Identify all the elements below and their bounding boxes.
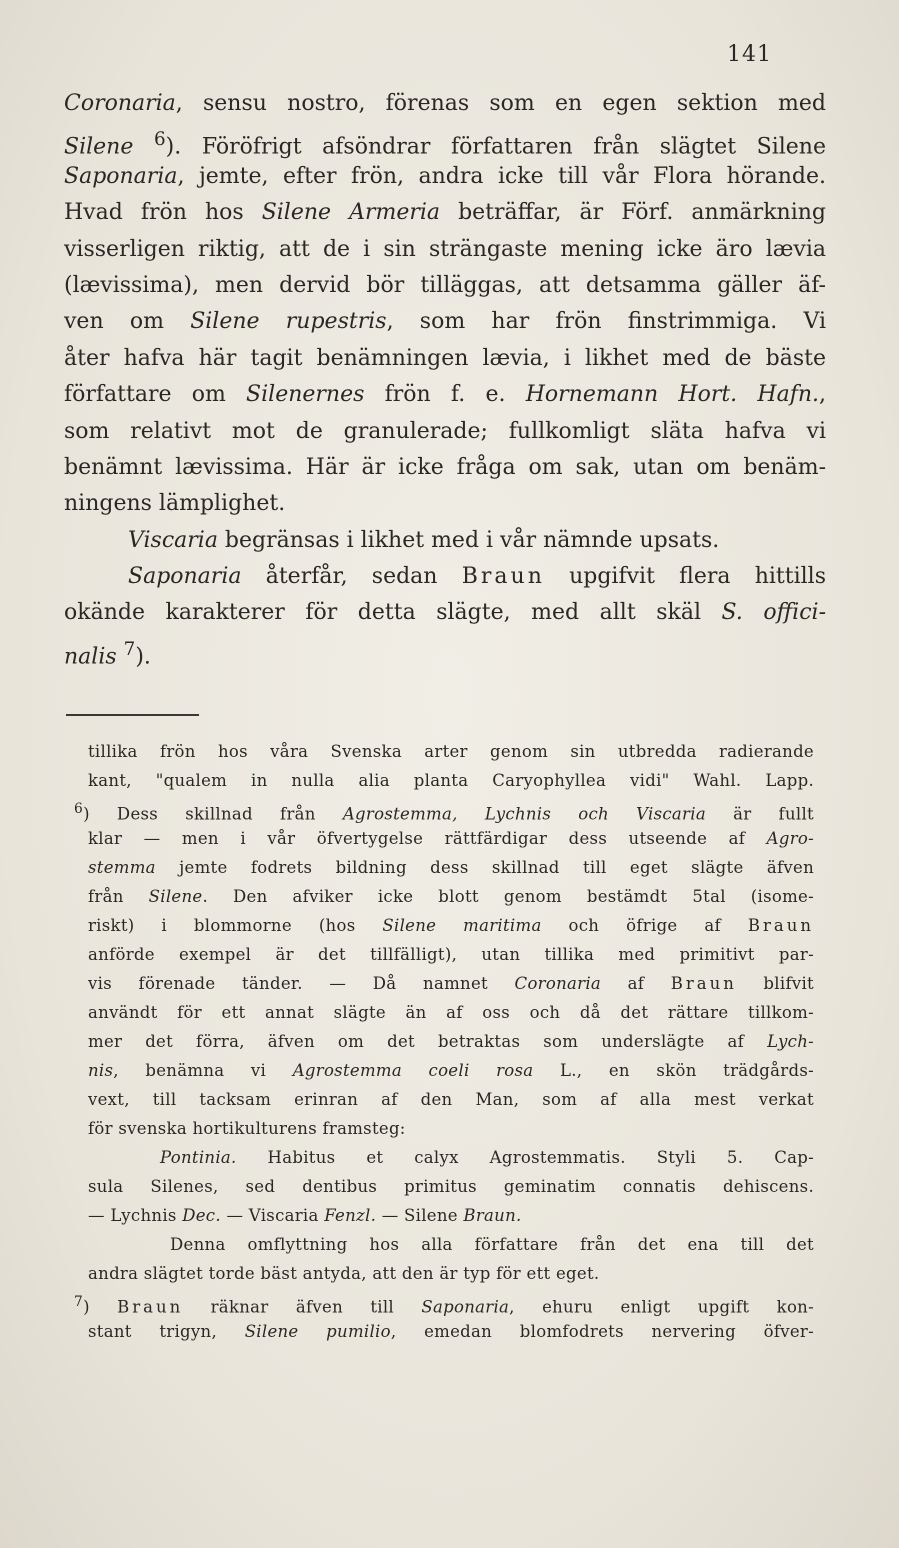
footnotes [74,737,814,1346]
footnote-line: Pontinia. Habitus et calyx Agrostemmatis. Styli 5. Cap- [160,1148,814,1167]
footnote-line: från Silene. Den afviker icke blott genom bestämdt 5tal (isome- [88,887,814,906]
main-line: Coronaria, sensu nostro, förenas som en egen sektion med [64,91,826,116]
main-line: nalis $^7$). [64,638,151,670]
footnote-line: andra slägtet torde bäst antyda, att den är typ för ett eget. [88,1264,600,1283]
footnote-line: $^6$) Dess skillnad från Agrostemma, Lychnis och Viscaria är fullt [74,801,814,824]
main-text [64,86,826,668]
main-line: Saponaria återfår, sedan Braun upgifvit flera hittills [128,564,826,590]
footnote-line: vext, till tacksam erinran af den Man, som af alla mest verkat [88,1090,814,1109]
footnote-separator [66,714,199,716]
footnote-line: stemma jemte fodrets bildning dess skillnad till eget slägte äfven [88,858,814,877]
main-line: Viscaria begränsas i likhet med i vår nämnde upsats. [128,527,720,553]
footnote-line: stant trigyn, Silene pumilio, emedan blomfodrets nervering öfver- [88,1322,814,1341]
main-line: ningens lämplighet. [64,491,286,517]
footnote-line: tillika frön hos våra Svenska arter genom sin utbredda radierande [88,742,814,761]
main-line: åter hafva här tagit benämningen lævia, i likhet med de bäste [64,345,826,371]
footnote-line: — Lychnis Dec. — Viscaria Fenzl. — Silene Braun. [88,1206,522,1225]
footnote-line: för svenska hortikulturens framsteg: [88,1119,406,1138]
main-line: Hvad frön hos Silene Armeria beträffar, är Förf. anmärkning [64,200,826,226]
footnote-line: $^7$) Braun räknar äfven till Saponaria, ehuru enligt upgift kon- [74,1294,814,1317]
footnote-line: användt för ett annat slägte än af oss och då det rättare tillkom- [88,1003,814,1022]
footnote-line: kant, "qualem in nulla alia planta Caryophyllea vidi" Wahl. Lapp. [88,771,814,790]
page-number: 141 [727,42,772,67]
footnote-line: Denna omflyttning hos alla författare från det ena till det [170,1235,814,1254]
footnote-line: klar — men i vår öfvertygelse rättfärdigar dess utseende af Agro- [88,829,814,848]
main-line: visserligen riktig, att de i sin strängaste mening icke äro lævia [64,236,826,262]
main-line: (lævissima), men dervid bör tilläggas, att detsamma gäller äf- [64,272,826,298]
main-line: som relativt mot de granulerade; fullkomligt släta hafva vi [64,418,826,444]
footnote-line: mer det förra, äfven om det betraktas som underslägte af Lych- [88,1032,814,1051]
main-line: Silene $^6$). Föröfrigt afsöndrar författaren från slägtet Silene [64,129,826,160]
footnote-line: anförde exempel är det tillfälligt), utan tillika med primitivt par- [88,945,814,964]
footnote-line: vis förenade tänder. — Då namnet Coronaria af Braun blifvit [88,974,814,993]
footnote-line: nis, benämna vi Agrostemma coeli rosa L., en skön trädgårds- [88,1061,814,1080]
main-line: ven om Silene rupestris, som har frön finstrimmiga. Vi [64,309,827,335]
footnote-line: riskt) i blommorne (hos Silene maritima och öfrige af Braun [88,916,814,935]
main-line: författare om Silenernes frön f. e. Hornemann Hort. Hafn., [64,382,826,408]
main-line: benämnt lævissima. Här är icke fråga om sak, utan om benäm- [64,454,826,480]
main-line: Saponaria, jemte, efter frön, andra icke till vår Flora hörande. [64,163,826,189]
footnote-line: sula Silenes, sed dentibus primitus geminatim connatis dehiscens. [88,1177,814,1196]
main-line: okände karakterer för detta slägte, med allt skäl S. offici- [64,600,827,626]
